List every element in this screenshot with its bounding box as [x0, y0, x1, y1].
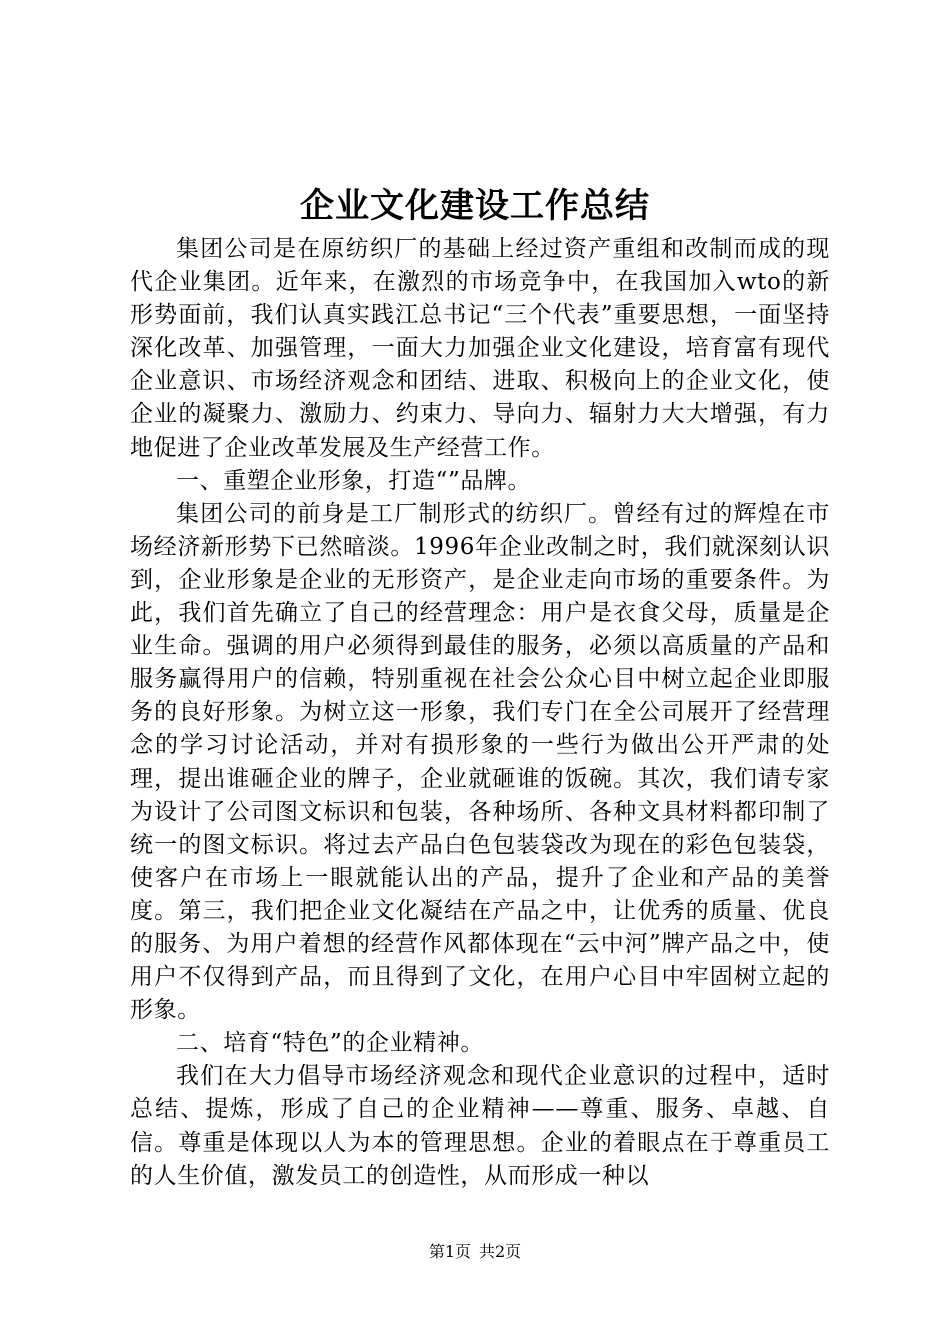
section-heading-1: 一、重塑企业形象，打造“”品牌。 [176, 467, 532, 494]
paragraph-intro: 集团公司是在原纺织厂的基础上经过资产重组和改制而成的现代企业集团。近年来，在激烈的市场竞争中，在我国加入wto的新形势面前，我们认真实践江总书记“三个代表”重要思想，一面坚持深化改革、加强管理，一面大力加强企业文化建设，培育富有现代企业意识、市场经济观念和团结、进取、积极向上的企业文化，使企业的凝聚力、激励力、约束力、导向力、辐射力大大增强，有力地促进了企业改革发展及生产经营工作。 [130, 236, 830, 461]
document-title: 企业文化建设工作总结 [300, 186, 650, 226]
document-body [130, 233, 830, 1193]
page-number: 第1页 [428, 1242, 471, 1261]
section-heading-2: 二、培育“特色”的企业精神。 [176, 1030, 484, 1057]
page-total: 共2页 [479, 1242, 522, 1261]
paragraph-section-2: 我们在大力倡导市场经济观念和现代企业意识的过程中，适时总结、提炼，形成了自己的企业精神——尊重、服务、卓越、自信。尊重是体现以人为本的管理思想。企业的着眼点在于尊重员工的人生价值，激发员工的创造性，从而形成一种以 [130, 1063, 830, 1189]
paragraph-section-1: 集团公司的前身是工厂制形式的纺织厂。曾经有过的辉煌在市场经济新形势下已然暗淡。1996年企业改制之时，我们就深刻认识到，企业形象是企业的无形资产，是企业走向市场的重要条件。为此，我们首先确立了自己的经营理念：用户是衣食父母，质量是企业生命。强调的用户必须得到最佳的服务，必须以高质量的产品和服务赢得用户的信赖，特别重视在社会公众心目中树立起企业即服务的良好形象。为树立这一形象，我们专门在全公司展开了经营理念的学习讨论活动，并对有损形象的一些行为做出公开严肃的处理，提出谁砸企业的牌子，企业就砸谁的饭碗。其次，我们请专家为设计了公司图文标识和包装，各种场所、各种文具材料都印制了统一的图文标识。将过去产品白色包装袋改为现在的彩色包装袋，使客户在市场上一眼就能认出的产品，提升了企业和产品的美誉度。第三，我们把企业文化凝结在产品之中，让优秀的质量、优良的服务、为用户着想的经营作风都体现在“云中河”牌产品之中，使用户不仅得到产品，而且得到了文化，在用户心目中牢固树立起的形象。 [130, 500, 830, 1024]
page-footer [0, 1240, 950, 1264]
